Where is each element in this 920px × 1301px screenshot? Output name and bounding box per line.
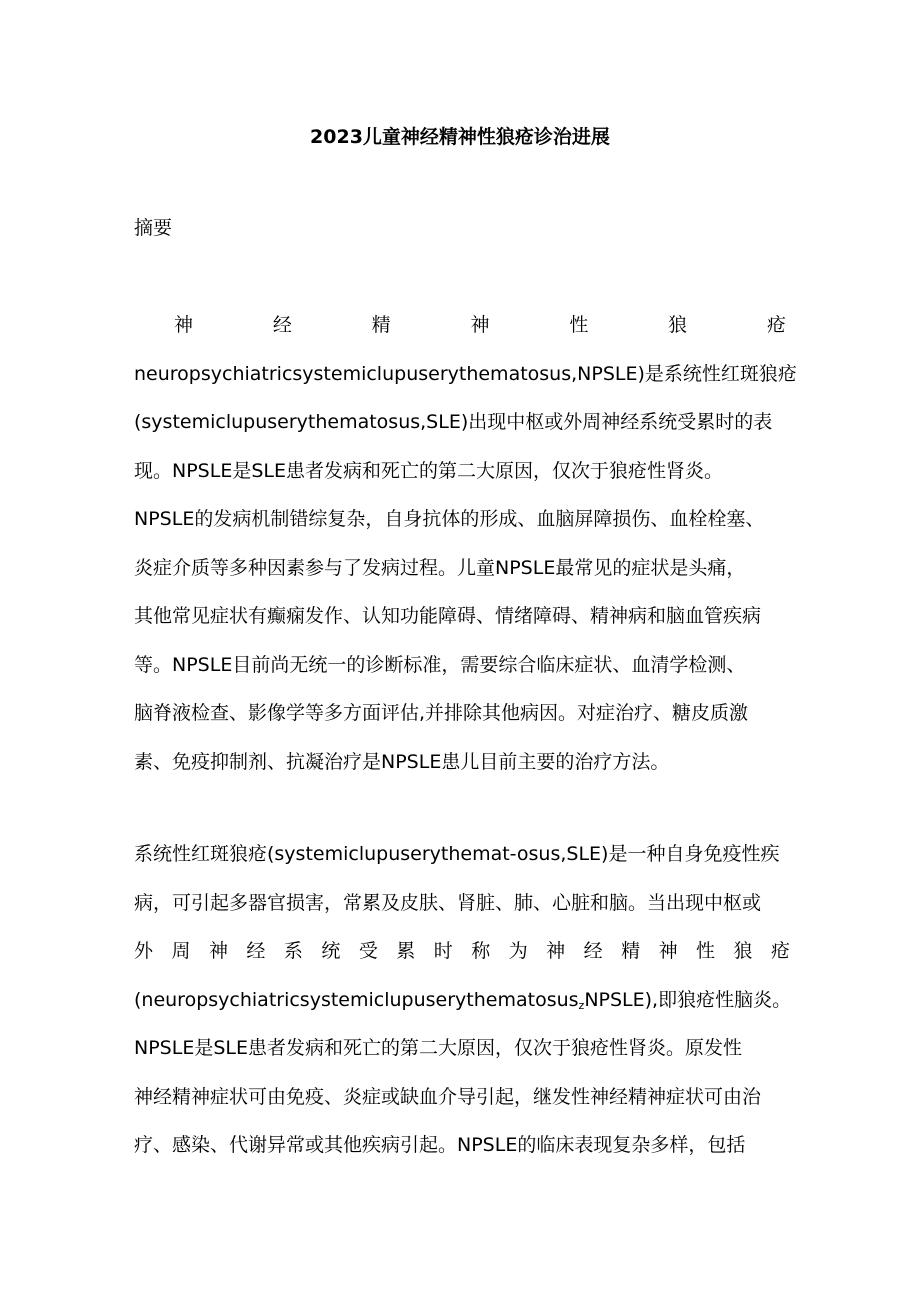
text-line: neuropsychiatricsystemiclupuserythematosus,NPSLE)是系统性红斑狼疮 bbox=[134, 362, 797, 385]
spread-char: 狼 bbox=[668, 314, 688, 336]
text-line: NPSLE的发病机制错综复杂，自身抗体的形成、血脑屏障损伤、血栓栓塞、 bbox=[134, 508, 765, 530]
spread-char: 统 bbox=[321, 940, 341, 962]
spread-char: 疮 bbox=[766, 314, 786, 336]
spread-char: 经 bbox=[583, 940, 603, 962]
spread-char: 时 bbox=[433, 940, 453, 962]
spread-char: 神 bbox=[546, 940, 566, 962]
text-line: 神经精神症状可由免疫、炎症或缺血介导引起，继发性神经精神症状可由治 bbox=[134, 1085, 762, 1108]
text-line: 疗、感染、代谢异常或其他疾病引起。NPSLE的临床表现复杂多样，包括 bbox=[134, 1134, 746, 1156]
spread-char: 经 bbox=[246, 940, 266, 962]
text-segment: (neuropsychiatricsystemiclupuserythematosus bbox=[134, 988, 579, 1011]
text-line: 病，可引起多器官损害，常累及皮肤、肾脏、肺、心脏和脑。当出现中枢或 bbox=[134, 891, 762, 914]
spread-line bbox=[134, 310, 790, 359]
spread-char: 称 bbox=[471, 940, 491, 962]
spread-line bbox=[134, 936, 790, 985]
text-line: (systemiclupuserythematosus,SLE)出现中枢或外周神经系统受累时的表 bbox=[134, 411, 773, 433]
text-line: NPSLE是SLE患者发病和死亡的第二大原因，仅次于狼疮性肾炎。原发性 bbox=[134, 1037, 742, 1059]
spread-char: 性 bbox=[569, 314, 589, 336]
spread-char: 经 bbox=[272, 314, 292, 336]
spread-char: 为 bbox=[508, 940, 528, 962]
spread-char: 系 bbox=[283, 940, 303, 962]
spread-char: 精 bbox=[371, 314, 391, 336]
spread-char: 神 bbox=[658, 940, 678, 962]
spread-char: 神 bbox=[208, 940, 228, 962]
text-line: 等。NPSLE目前尚无统一的诊断标准，需要综合临床症状、血清学检测、 bbox=[134, 653, 746, 676]
spread-char: 狼 bbox=[733, 940, 753, 962]
document-title: 2023儿童神经精神性狼疮诊治进展 bbox=[310, 126, 610, 148]
text-segment: NPSLE),即狼疮性脑炎。 bbox=[584, 988, 792, 1011]
spread-char: 神 bbox=[470, 314, 490, 336]
spread-char: 疮 bbox=[770, 940, 790, 962]
spread-char: 神 bbox=[174, 314, 194, 336]
text-line: 其他常见症状有癫痫发作、认知功能障碍、情绪障碍、精神病和脑血管疾病 bbox=[134, 605, 762, 627]
abstract-paragraph bbox=[134, 310, 797, 795]
spread-char: 受 bbox=[358, 940, 378, 962]
spread-char: 精 bbox=[621, 940, 641, 962]
spread-char: 周 bbox=[171, 940, 191, 962]
text-line: 脑脊液检查、影像学等多方面评估,并排除其他病因。对症治疗、糖皮质激 bbox=[134, 702, 749, 724]
text-line: 现。NPSLE是SLE患者发病和死亡的第二大原因，仅次于狼疮性肾炎。 bbox=[134, 459, 723, 482]
spread-char: 性 bbox=[696, 940, 716, 962]
spread-char: 累 bbox=[396, 940, 416, 962]
text-line bbox=[134, 985, 790, 1034]
text-line: 炎症介质等多种因素参与了发病过程。儿童NPSLE最常见的症状是头痛， bbox=[134, 556, 746, 579]
text-line: 系统性红斑狼疮(systemiclupuserythemat-osus,SLE)是一种自身免疫性疾 bbox=[134, 843, 780, 865]
spread-char: 外 bbox=[134, 940, 154, 962]
subscript-char: z bbox=[578, 998, 585, 1012]
text-line: 素、免疫抑制剂、抗凝治疗是NPSLE患儿目前主要的治疗方法。 bbox=[134, 750, 670, 773]
abstract-heading: 摘要 bbox=[134, 217, 173, 239]
body-paragraph bbox=[134, 839, 790, 1179]
